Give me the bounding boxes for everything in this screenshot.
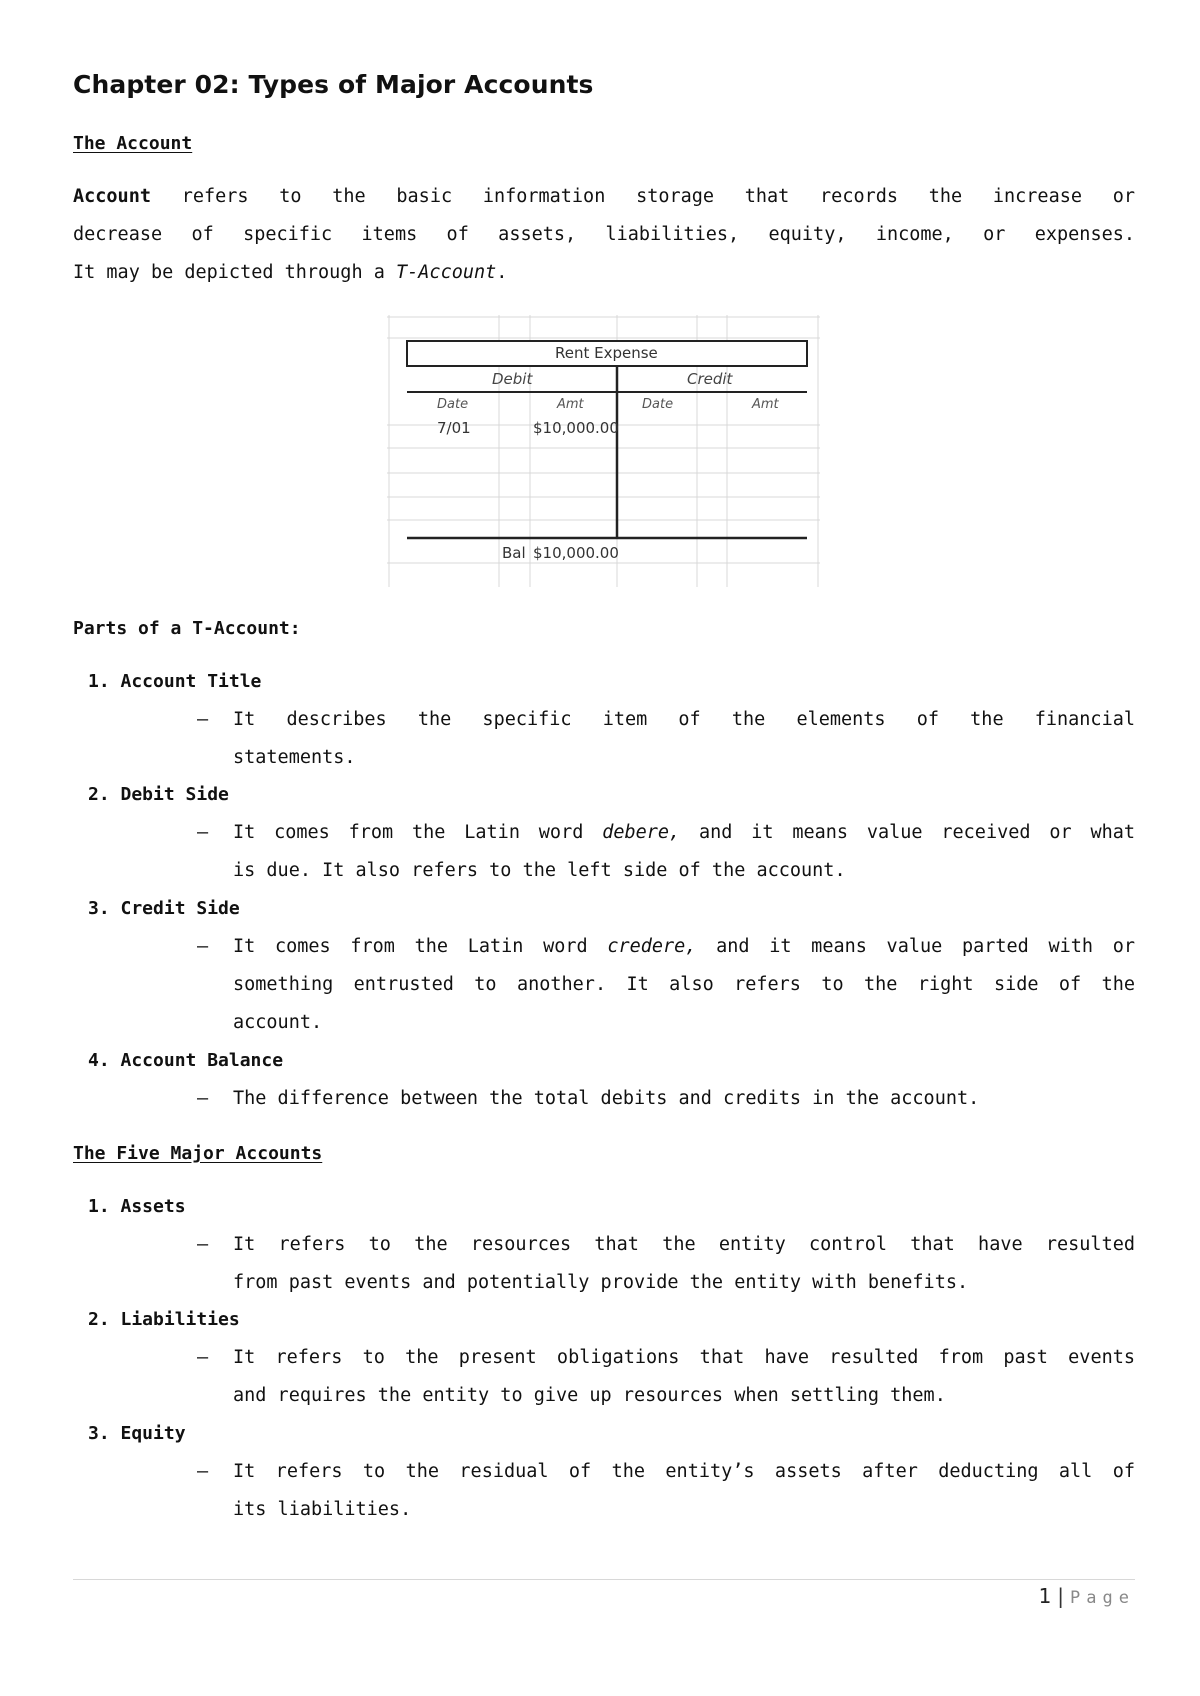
parts-item-2-line-1: [233, 814, 1135, 852]
five-item-1-dash: –: [197, 1234, 209, 1255]
balance-label: Bal: [502, 544, 526, 562]
five-item-2-line-2: and requires the entity to give up resources when settling them.: [233, 1385, 946, 1406]
t-account-term: T-Account: [396, 262, 497, 283]
parts-item-4-desc: [233, 1080, 1135, 1118]
credit-amt-header: Amt: [752, 397, 779, 412]
account-definition: [73, 178, 1135, 292]
parts-item-3-line-1: [233, 928, 1135, 966]
t-account-figure: [387, 315, 820, 587]
parts-item-1-desc: [233, 701, 1135, 777]
parts-item-3-title: 3. Credit Side: [88, 898, 240, 919]
parts-item-2-desc: [233, 814, 1135, 890]
credit-date-header: Date: [642, 397, 674, 412]
parts-item-4-line-1: The difference between the total debits and credits in the account.: [233, 1088, 980, 1109]
page-footer: [1039, 1584, 1135, 1608]
parts-item-1-line-2: statements.: [233, 747, 356, 768]
t-account-title: Rent Expense: [555, 344, 658, 362]
five-item-2-title: 2. Liabilities: [88, 1309, 240, 1330]
parts-item-2-title: 2. Debit Side: [88, 784, 229, 805]
latin-word-credere: credere,: [607, 936, 697, 957]
page-word: Page: [1070, 1588, 1135, 1608]
section-heading-the-account: The Account: [73, 133, 193, 154]
five-item-2-dash: –: [197, 1347, 209, 1368]
parts-item-1-title: 1. Account Title: [88, 671, 262, 692]
five-item-1-title: 1. Assets: [88, 1196, 186, 1217]
five-item-3-desc: [233, 1453, 1135, 1529]
five-item-3-line-1: It refers to the residual of the entity’s assets after deducting all of: [233, 1461, 1135, 1482]
five-item-3-title: 3. Equity: [88, 1423, 186, 1444]
definition-text-3-end: .: [496, 262, 508, 283]
balance-amount: $10,000.00: [533, 544, 619, 562]
parts-item-2-text-pre: It comes from the Latin word: [233, 822, 603, 843]
parts-item-2-dash: –: [197, 822, 209, 843]
entry-date: 7/01: [437, 419, 471, 437]
parts-item-4-title: 4. Account Balance: [88, 1050, 284, 1071]
parts-item-3-line-3: account.: [233, 1012, 323, 1033]
debit-amt-header: Amt: [557, 397, 584, 412]
parts-item-1-dash: –: [197, 709, 209, 730]
latin-word-debere: debere,: [602, 822, 681, 843]
definition-line-3: [73, 254, 1135, 292]
credit-label: Credit: [687, 370, 733, 388]
parts-item-3-line-2: something entrusted to another. It also refers to the right side of the: [233, 974, 1135, 995]
definition-line-2: decrease of specific items of assets, liabilities, equity, income, or expenses.: [73, 224, 1135, 245]
parts-item-2-text-post: and it means value received or what: [680, 822, 1135, 843]
five-item-3-line-2: its liabilities.: [233, 1499, 412, 1520]
five-item-2-desc: [233, 1339, 1135, 1415]
parts-item-4-dash: –: [197, 1088, 209, 1109]
definition-line-1: [73, 178, 1135, 216]
definition-text-3: It may be depicted through a: [73, 262, 397, 283]
footer-separator: |: [1057, 1584, 1065, 1608]
chapter-title: Chapter 02: Types of Major Accounts: [73, 70, 594, 99]
page-number: 1: [1038, 1584, 1052, 1608]
entry-amount: $10,000.00: [533, 419, 619, 437]
parts-item-2-line-2: is due. It also refers to the left side of the account.: [233, 860, 846, 881]
definition-term: Account: [73, 186, 151, 207]
five-item-1-desc: [233, 1226, 1135, 1302]
parts-item-3-text-pre: It comes from the Latin word: [233, 936, 608, 957]
five-item-3-dash: –: [197, 1461, 209, 1482]
debit-date-header: Date: [437, 397, 469, 412]
parts-item-1-line-1: It describes the specific item of the elements of the financial: [233, 709, 1135, 730]
section-heading-five-major-accounts: The Five Major Accounts: [73, 1143, 323, 1164]
five-item-1-line-1: It refers to the resources that the entity control that have resulted: [233, 1234, 1135, 1255]
footer-divider: [73, 1579, 1135, 1580]
debit-label: Debit: [492, 370, 533, 388]
five-item-2-line-1: It refers to the present obligations that have resulted from past events: [233, 1347, 1135, 1368]
parts-heading: Parts of a T-Account:: [73, 618, 301, 639]
five-item-1-line-2: from past events and potentially provide the entity with benefits.: [233, 1272, 969, 1293]
parts-item-3-desc: [233, 928, 1135, 1042]
parts-item-3-text-post: and it means value parted with or: [696, 936, 1135, 957]
definition-text-1: refers to the basic information storage that records the increase or: [150, 186, 1135, 207]
parts-item-3-dash: –: [197, 936, 209, 957]
